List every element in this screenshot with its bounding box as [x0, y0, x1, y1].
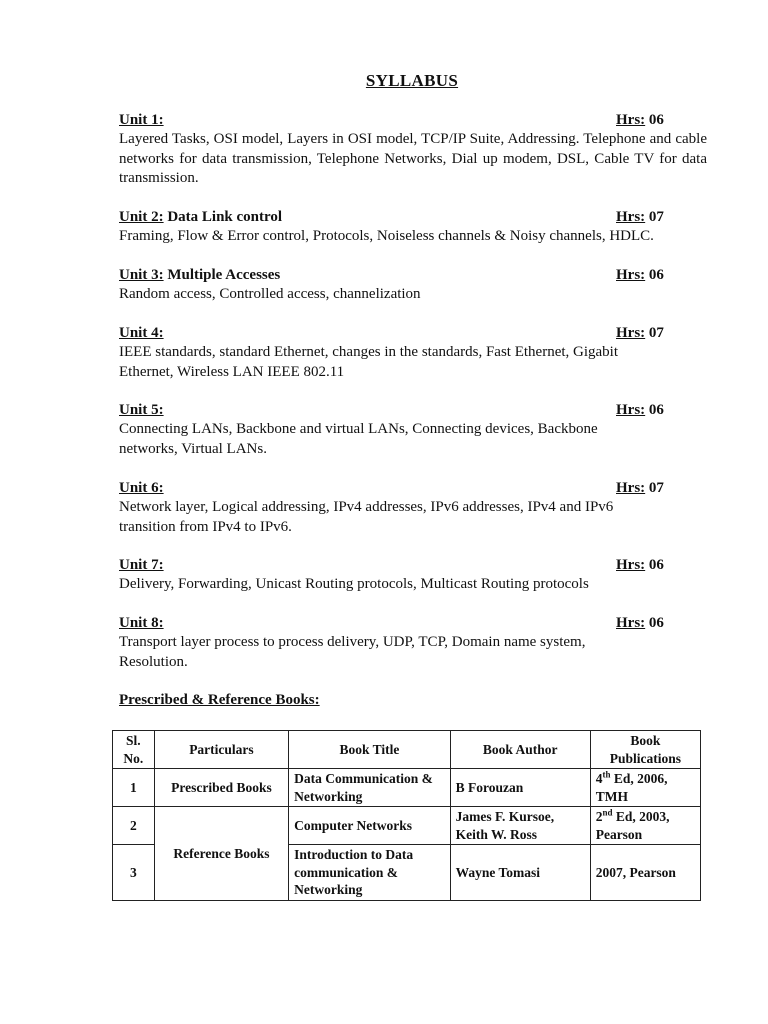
hours-label: Hrs: — [616, 402, 646, 418]
publication-cell — [590, 807, 700, 845]
hours-value: 07 — [648, 480, 664, 496]
column-header-book-author: Book Author — [450, 731, 590, 769]
publication-details: 2007, Pearson — [595, 864, 676, 880]
unit-description: Transport layer process to process delivery, UDP, TCP, Domain name system, Resolution. — [119, 634, 586, 670]
book-author-cell: B Forouzan — [450, 769, 590, 807]
unit-5 — [119, 401, 707, 459]
hours-value: 06 — [648, 402, 664, 418]
publication-cell — [590, 769, 700, 807]
books-table — [112, 730, 701, 901]
unit-header — [119, 324, 707, 343]
hours-value: 07 — [648, 325, 664, 341]
publication-details: Ed, 2003, Pearson — [595, 809, 670, 842]
unit-header — [119, 401, 707, 420]
unit-description: Framing, Flow & Error control, Protocols, Noiseless channels & Noisy channels, HDLC. — [119, 228, 654, 244]
book-author-cell: James F. Kursoe, Keith W. Ross — [450, 807, 590, 845]
unit-6 — [119, 479, 707, 537]
book-title-cell: Data Communication & Networking — [289, 769, 450, 807]
book-author-cell: Wayne Tomasi — [450, 845, 590, 901]
unit-label: Unit 8: — [119, 615, 164, 631]
unit-hours — [616, 556, 664, 575]
book-title-cell: Computer Networks — [289, 807, 450, 845]
unit-hours — [616, 111, 664, 130]
unit-description: IEEE standards, standard Ethernet, changes in the standards, Fast Ethernet, Gigabit Ethernet, Wireless LAN IEEE 802.11 — [119, 344, 619, 380]
hours-label: Hrs: — [616, 557, 646, 573]
publication-details: Ed, 2006, TMH — [595, 771, 668, 804]
unit-header — [119, 479, 707, 498]
unit-subject: Data Link control — [167, 209, 283, 225]
unit-4 — [119, 324, 707, 382]
edition-suffix: th — [602, 769, 611, 780]
unit-2 — [119, 208, 707, 247]
unit-hours — [616, 479, 664, 498]
unit-header — [119, 266, 707, 285]
column-header-sl-no: Sl. No. — [113, 731, 155, 769]
table-row — [113, 807, 701, 845]
hours-label: Hrs: — [616, 209, 646, 225]
sl-no-cell: 2 — [113, 807, 155, 845]
unit-3 — [119, 266, 707, 305]
hours-label: Hrs: — [616, 615, 646, 631]
hours-label: Hrs: — [616, 112, 646, 128]
unit-description: Random access, Controlled access, channelization — [119, 286, 421, 302]
edition-number: 2 — [595, 809, 603, 824]
page-title: SYLLABUS — [365, 71, 459, 90]
column-header-book-publications: Book Publications — [590, 731, 700, 769]
column-header-book-title: Book Title — [289, 731, 450, 769]
hours-label: Hrs: — [616, 325, 646, 341]
column-header-particulars: Particulars — [154, 731, 288, 769]
unit-description: Delivery, Forwarding, Unicast Routing protocols, Multicast Routing protocols — [119, 576, 589, 592]
publication-cell — [590, 845, 700, 901]
hours-value: 06 — [648, 267, 664, 283]
unit-8 — [119, 614, 707, 672]
unit-label: Unit 7: — [119, 557, 164, 573]
unit-label: Unit 4: — [119, 325, 164, 341]
unit-label: Unit 2: — [119, 209, 164, 225]
unit-hours — [616, 266, 664, 285]
unit-hours — [616, 208, 664, 227]
hours-label: Hrs: — [616, 480, 646, 496]
unit-hours — [616, 324, 664, 343]
unit-label: Unit 3: — [119, 267, 164, 283]
hours-value: 06 — [648, 615, 664, 631]
hours-value: 06 — [648, 557, 664, 573]
unit-description: Connecting LANs, Backbone and virtual LANs, Connecting devices, Backbone networks, Virtual LANs. — [119, 421, 598, 457]
unit-header — [119, 208, 707, 227]
unit-label: Unit 5: — [119, 402, 164, 418]
particulars-cell: Reference Books — [154, 807, 288, 901]
table-header-row — [113, 731, 701, 769]
hours-label: Hrs: — [616, 267, 646, 283]
particulars-cell: Prescribed Books — [154, 769, 288, 807]
table-row — [113, 769, 701, 807]
unit-label: Unit 6: — [119, 480, 164, 496]
unit-header — [119, 556, 707, 575]
unit-description: Layered Tasks, OSI model, Layers in OSI model, TCP/IP Suite, Addressing. Telephone and cable networks for data transmission, Telephone Networks, Dial up modem, DSL, Cable TV for data transmission. — [119, 131, 707, 186]
unit-label: Unit 1: — [119, 112, 164, 128]
hours-value: 06 — [648, 112, 664, 128]
edition-number: 4 — [595, 771, 603, 786]
unit-header — [119, 111, 707, 130]
unit-hours — [616, 614, 664, 633]
unit-1 — [119, 111, 707, 189]
unit-header — [119, 614, 707, 633]
edition-suffix: nd — [602, 807, 613, 818]
unit-7 — [119, 556, 707, 595]
books-heading: Prescribed & Reference Books: — [119, 692, 320, 708]
unit-hours — [616, 401, 664, 420]
hours-value: 07 — [648, 209, 664, 225]
sl-no-cell: 1 — [113, 769, 155, 807]
sl-no-cell: 3 — [113, 845, 155, 901]
unit-description: Network layer, Logical addressing, IPv4 addresses, IPv6 addresses, IPv4 and IPv6 transition from IPv4 to IPv6. — [119, 499, 614, 535]
unit-subject: Multiple Accesses — [167, 267, 281, 283]
book-title-cell: Introduction to Data communication & Networking — [289, 845, 450, 901]
